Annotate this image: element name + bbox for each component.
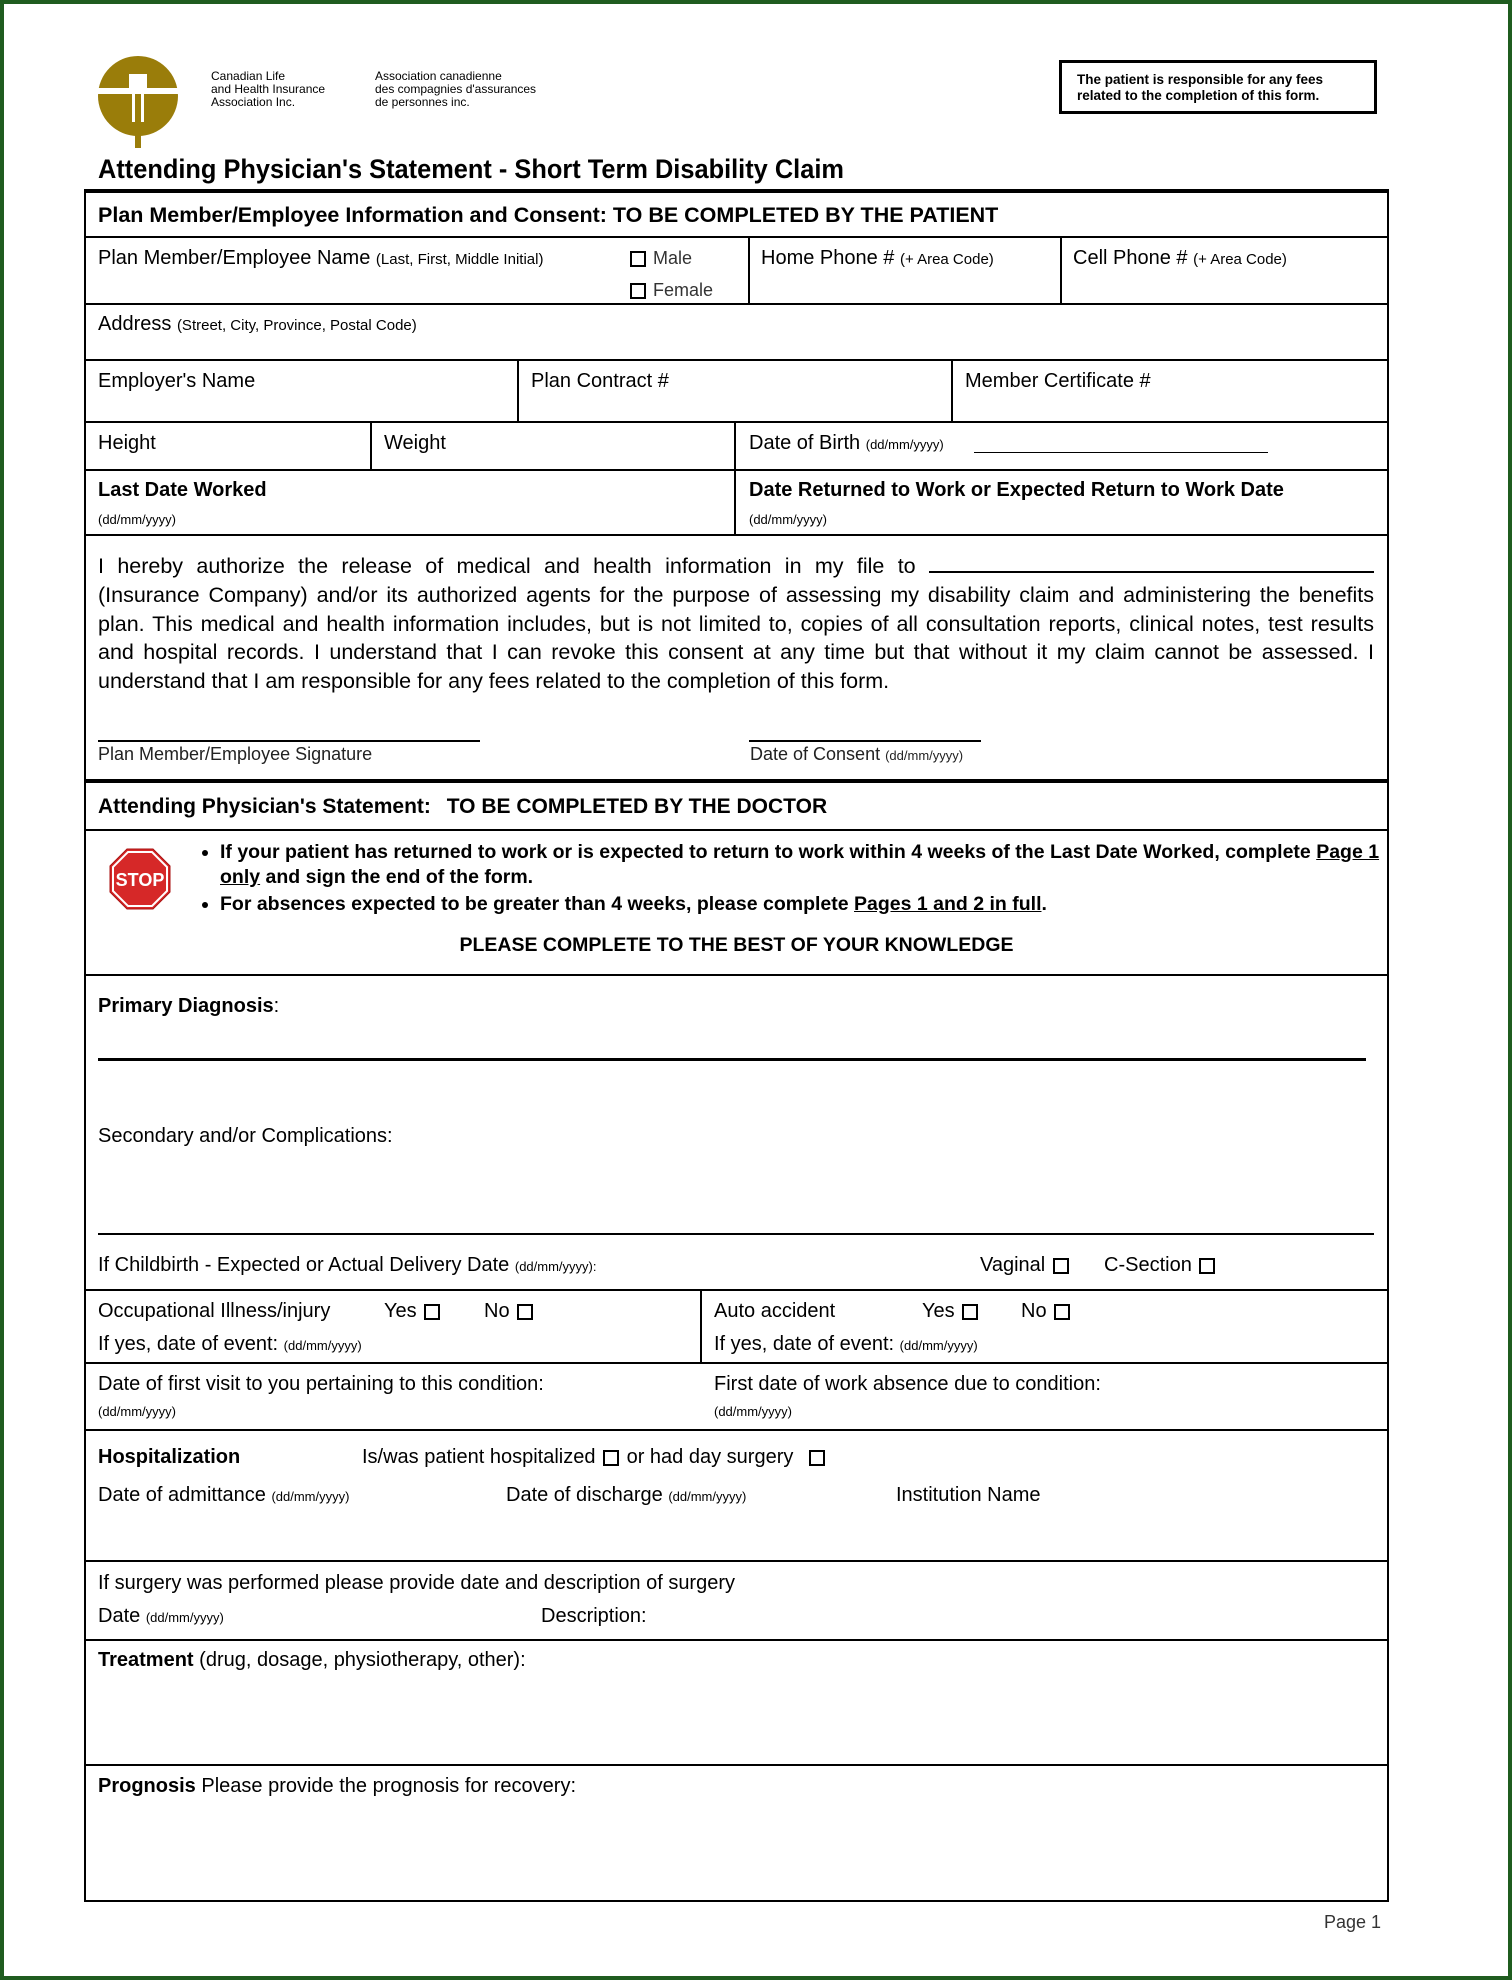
surgery-label: If surgery was performed please provide date and description of surgery	[98, 1572, 736, 1594]
form-border-right	[1387, 190, 1389, 1902]
rule	[84, 1362, 1389, 1364]
rule	[370, 422, 372, 469]
primary-diagnosis-title: Primary Diagnosis	[98, 995, 274, 1017]
rule	[951, 360, 953, 421]
surgery-date-label: Date	[98, 1605, 141, 1627]
signature-line[interactable]	[98, 740, 480, 742]
auto-date-format: (dd/mm/yyyy)	[899, 1338, 978, 1353]
gender-male-option[interactable]	[628, 248, 692, 269]
instruction-item-1	[220, 840, 1410, 890]
best-knowledge-notice: PLEASE COMPLETE TO THE BEST OF YOUR KNOWLEDGE	[459, 934, 1014, 956]
address-label: Address	[98, 313, 172, 335]
area-code-hint: (+ Area Code)	[1193, 251, 1287, 268]
occupational-yes-checkbox[interactable]	[424, 1304, 440, 1320]
dob-line	[974, 452, 1268, 453]
employee-name-hint: (Last, First, Middle Initial)	[375, 251, 544, 268]
signature-label: Plan Member/Employee Signature	[98, 744, 373, 764]
patient-section-title: Plan Member/Employee Information and Consent: TO BE COMPLETED BY THE PATIENT	[98, 203, 999, 227]
female-label: Female	[653, 280, 714, 300]
insurance-company-blank[interactable]	[929, 553, 1374, 573]
rule	[84, 1639, 1389, 1641]
dob-format: (dd/mm/yyyy)	[865, 437, 944, 452]
occupational-yes[interactable]	[384, 1300, 442, 1323]
discharge-format: (dd/mm/yyyy)	[668, 1489, 747, 1504]
day-surgery-checkbox[interactable]	[809, 1450, 825, 1466]
instruction-2-text-b: .	[1041, 893, 1047, 915]
weight-field[interactable]: Weight	[384, 432, 446, 454]
childbirth-format: (dd/mm/yyyy):	[514, 1259, 597, 1274]
secondary-complications-label: Secondary and/or Complications:	[98, 1125, 393, 1147]
page-number: Page 1	[1324, 1912, 1382, 1932]
auto-accident-label: Auto accident	[714, 1300, 836, 1322]
c-section-checkbox[interactable]	[1199, 1258, 1215, 1274]
cell-phone-field[interactable]	[1073, 247, 1287, 270]
first-absence-format: (dd/mm/yyyy)	[714, 1404, 792, 1419]
vaginal-checkbox[interactable]	[1053, 1258, 1069, 1274]
dob-label: Date of Birth	[749, 432, 861, 454]
rule	[748, 237, 750, 303]
address-hint: (Street, City, Province, Postal Code)	[176, 317, 417, 334]
occupational-if-yes-label: If yes, date of event:	[98, 1333, 279, 1355]
rule	[517, 360, 519, 421]
hospitalization-question	[362, 1446, 827, 1469]
admittance-date-field[interactable]	[98, 1484, 349, 1507]
auto-if-yes-label: If yes, date of event:	[714, 1333, 895, 1355]
primary-diagnosis-line[interactable]	[98, 1058, 1366, 1061]
rule	[84, 1764, 1389, 1766]
consent-text-2: (Insurance Company) and/or its authorized agents for the purpose of assessing my disability claim and administering the benefits plan. This medical and health information includes, but is not limited to, copies of all consultation reports, clinical notes, test results and hospital records. I understand that I can revoke this consent at any time but that without it my claim cannot be assessed. I understand that I am responsible for any fees related to the completion of this form.	[98, 582, 1374, 694]
hospitalized-label: Is/was patient hospitalized	[362, 1446, 596, 1468]
treatment-hint: (drug, dosage, physiotherapy, other):	[199, 1649, 526, 1671]
auto-no-label: No	[1021, 1300, 1047, 1322]
doctor-section-title-a: Attending Physician's Statement:	[98, 795, 431, 818]
instruction-1-text-a: If your patient has returned to work or is expected to return to work within 4 weeks of the Last Date Worked, complete	[220, 841, 1317, 863]
occupational-no[interactable]	[484, 1300, 535, 1323]
occupational-no-label: No	[484, 1300, 510, 1322]
prognosis-field[interactable]	[98, 1775, 576, 1798]
instruction-1-text-b: and sign the end of the form.	[260, 866, 534, 888]
rule	[1060, 237, 1062, 303]
consent-date-field	[750, 744, 963, 765]
rule	[84, 974, 1389, 976]
rule	[84, 303, 1389, 305]
childbirth-label: If Childbirth - Expected or Actual Delivery Date	[98, 1254, 510, 1276]
height-field[interactable]: Height	[98, 432, 156, 454]
date-of-birth-field[interactable]	[749, 432, 944, 455]
auto-yes-label: Yes	[922, 1300, 955, 1322]
hospitalized-checkbox[interactable]	[603, 1450, 619, 1466]
rule	[84, 421, 1389, 423]
occupational-yes-label: Yes	[384, 1300, 417, 1322]
consent-date-line[interactable]	[749, 740, 981, 742]
auto-yes[interactable]	[922, 1300, 980, 1323]
occupational-no-checkbox[interactable]	[517, 1304, 533, 1320]
rule	[84, 1289, 1389, 1291]
rule	[84, 829, 1389, 831]
rule	[84, 1560, 1389, 1562]
male-checkbox[interactable]	[630, 251, 646, 267]
rule	[700, 1290, 702, 1362]
consent-date-label: Date of Consent	[750, 744, 881, 764]
last-date-worked-label[interactable]: Last Date Worked	[98, 479, 267, 501]
stop-sign-icon	[108, 847, 172, 911]
auto-event-date[interactable]	[714, 1333, 978, 1356]
treatment-label: Treatment	[98, 1649, 194, 1671]
consent-text-1: I hereby authorize the release of medical and health information in my file to	[98, 554, 916, 578]
stop-sign-label: STOP	[115, 870, 165, 890]
form-title: Attending Physician's Statement - Short Term Disability Claim	[98, 154, 844, 184]
rule	[84, 469, 1389, 471]
consent-date-format: (dd/mm/yyyy)	[885, 748, 964, 763]
rule	[84, 359, 1389, 361]
member-certificate-field[interactable]: Member Certificate #	[965, 370, 1151, 392]
primary-diagnosis-label	[98, 995, 279, 1018]
auto-no-checkbox[interactable]	[1054, 1304, 1070, 1320]
rule	[84, 779, 1389, 783]
auto-yes-checkbox[interactable]	[962, 1304, 978, 1320]
admittance-label: Date of admittance	[98, 1484, 266, 1506]
treatment-field[interactable]	[98, 1649, 526, 1672]
cell-phone-label: Cell Phone #	[1073, 247, 1188, 269]
vaginal-option[interactable]	[980, 1254, 1071, 1277]
primary-diagnosis-colon: :	[273, 995, 280, 1017]
rule	[84, 534, 1389, 536]
employee-name-field[interactable]	[98, 247, 543, 270]
c-section-label: C-Section	[1104, 1254, 1192, 1276]
first-visit-label[interactable]: Date of first visit to you pertaining to this condition:	[98, 1373, 544, 1395]
admittance-format: (dd/mm/yyyy)	[271, 1489, 350, 1504]
occupational-event-date[interactable]	[98, 1333, 362, 1356]
consent-paragraph	[98, 552, 1374, 696]
instruction-2-text-a: For absences expected to be greater than 4 weeks, please complete	[220, 893, 855, 915]
home-phone-label: Home Phone #	[761, 247, 895, 269]
instruction-item-2	[220, 892, 1410, 917]
org-name-fr: Association canadienne des compagnies d'assurances de personnes inc.	[375, 69, 537, 109]
area-code-hint: (+ Area Code)	[899, 251, 994, 268]
doctor-instructions	[186, 840, 1410, 919]
employee-name-label: Plan Member/Employee Name	[98, 247, 371, 269]
doctor-section-title	[98, 795, 827, 819]
occupational-illness-label: Occupational Illness/injury	[98, 1300, 331, 1322]
childbirth-field[interactable]	[98, 1254, 596, 1277]
address-field[interactable]	[98, 313, 417, 336]
return-to-work-label[interactable]: Date Returned to Work or Expected Return to Work Date	[749, 479, 1284, 501]
male-label: Male	[653, 248, 693, 268]
discharge-date-field[interactable]	[506, 1484, 746, 1507]
auto-no[interactable]	[1021, 1300, 1072, 1323]
prognosis-label: Prognosis	[98, 1775, 196, 1797]
first-absence-label[interactable]: First date of work absence due to condition:	[714, 1373, 1101, 1395]
day-surgery-label: or had day surgery	[626, 1446, 794, 1468]
rule	[734, 422, 736, 534]
rule	[84, 189, 1389, 193]
rule	[84, 236, 1389, 238]
employer-name-field[interactable]: Employer's Name	[98, 370, 256, 392]
vaginal-label: Vaginal	[980, 1254, 1046, 1276]
first-visit-format: (dd/mm/yyyy)	[98, 1404, 176, 1419]
secondary-line[interactable]	[98, 1233, 1374, 1235]
instruction-1-underline: Page 1 only	[220, 841, 1380, 888]
gender-female-option[interactable]	[628, 280, 713, 301]
doctor-section-title-b: TO BE COMPLETED BY THE DOCTOR	[446, 795, 828, 818]
rule	[84, 1900, 1389, 1902]
discharge-label: Date of discharge	[506, 1484, 663, 1506]
occupational-date-format: (dd/mm/yyyy)	[283, 1338, 362, 1353]
prognosis-hint: Please provide the prognosis for recovery:	[201, 1775, 576, 1797]
home-phone-field[interactable]	[761, 247, 994, 270]
hospitalization-label: Hospitalization	[98, 1446, 241, 1468]
c-section-option[interactable]	[1104, 1254, 1217, 1277]
clhia-logo	[96, 54, 180, 148]
org-name-en: Canadian Life and Health Insurance Association Inc.	[211, 69, 326, 109]
rule	[84, 1429, 1389, 1431]
fee-notice: The patient is responsible for any fees related to the completion of this form.	[1059, 60, 1377, 114]
return-format: (dd/mm/yyyy)	[749, 512, 827, 527]
last-worked-format: (dd/mm/yyyy)	[98, 512, 176, 527]
surgery-date-field[interactable]	[98, 1605, 224, 1628]
surgery-description-field[interactable]: Description:	[541, 1605, 647, 1627]
institution-name-field[interactable]: Institution Name	[896, 1484, 1041, 1506]
female-checkbox[interactable]	[630, 283, 646, 299]
form-border-left	[84, 190, 86, 1902]
plan-contract-field[interactable]: Plan Contract #	[531, 370, 669, 392]
instruction-2-underline: Pages 1 and 2 in full	[854, 893, 1042, 915]
surgery-date-format: (dd/mm/yyyy)	[145, 1610, 224, 1625]
